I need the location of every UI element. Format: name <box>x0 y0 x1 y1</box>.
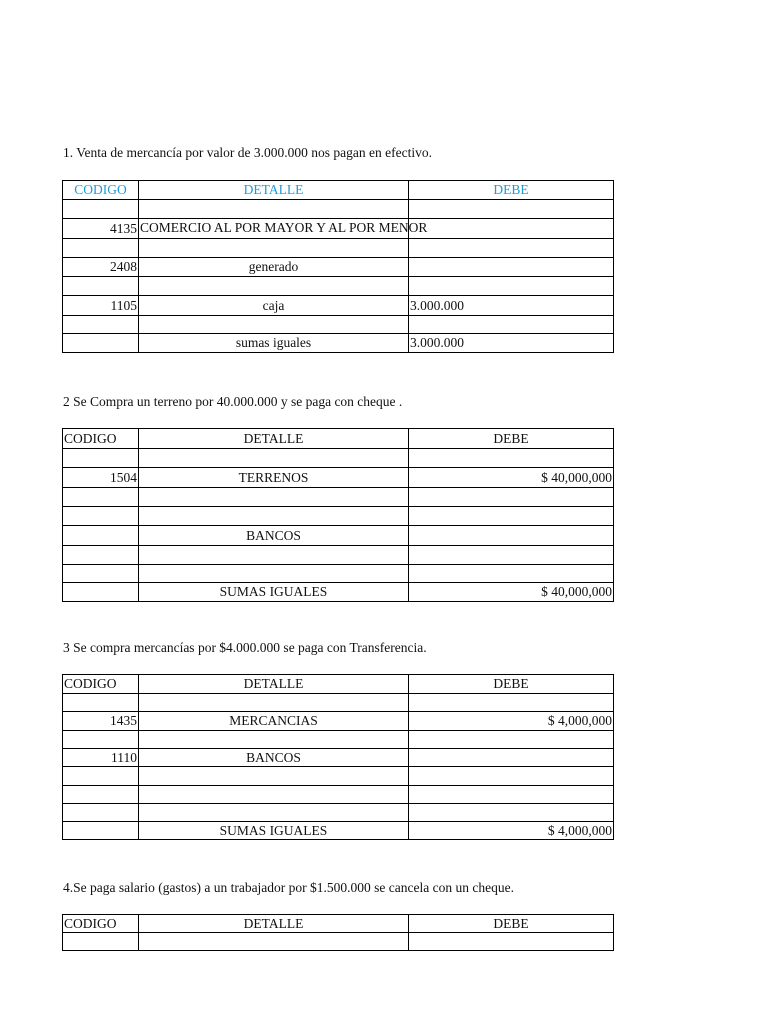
header-detalle: DETALLE <box>139 915 409 933</box>
codigo-cell <box>63 526 139 546</box>
entry-3-table <box>62 674 614 840</box>
debe-cell <box>409 526 614 546</box>
table-header-row <box>63 915 614 933</box>
debe-cell <box>409 239 614 258</box>
entry-4-table <box>62 914 614 951</box>
debe-cell: $ 40,000,000 <box>409 468 614 488</box>
header-debe: DEBE <box>409 675 614 694</box>
detalle-cell <box>139 277 409 296</box>
detalle-cell <box>139 200 409 219</box>
debe-cell <box>409 767 614 786</box>
table-row <box>63 239 614 258</box>
debe-cell <box>409 694 614 712</box>
codigo-cell <box>63 933 139 951</box>
debe-cell <box>409 786 614 804</box>
table-row <box>63 749 614 767</box>
header-detalle: DETALLE <box>139 429 409 449</box>
table-header-row <box>63 675 614 694</box>
table-row <box>63 804 614 822</box>
codigo-cell <box>63 822 139 840</box>
debe-cell <box>409 277 614 296</box>
detalle-cell <box>139 694 409 712</box>
detalle-cell <box>139 239 409 258</box>
header-codigo: CODIGO <box>63 915 139 933</box>
detalle-cell <box>139 731 409 749</box>
codigo-cell <box>63 200 139 219</box>
detalle-cell: MERCANCIAS <box>139 712 409 731</box>
detalle-cell: caja <box>139 296 409 316</box>
table-row <box>63 731 614 749</box>
header-debe: DEBE <box>409 429 614 449</box>
detalle-cell: TERRENOS <box>139 468 409 488</box>
detalle-text: COMERCIO AL POR MAYOR Y AL POR MENOR <box>140 220 428 235</box>
codigo-cell <box>63 488 139 507</box>
table-row <box>63 296 614 316</box>
detalle-cell: SUMAS IGUALES <box>139 822 409 840</box>
debe-cell <box>409 200 614 219</box>
debe-cell: $ 4,000,000 <box>409 712 614 731</box>
codigo-cell <box>63 583 139 602</box>
table-row <box>63 786 614 804</box>
entry-1-table <box>62 180 614 353</box>
codigo-cell: 1105 <box>63 296 139 316</box>
codigo-cell <box>63 565 139 583</box>
table-row <box>63 468 614 488</box>
debe-cell: $ 4,000,000 <box>409 822 614 840</box>
detalle-cell <box>139 316 409 334</box>
header-codigo: CODIGO <box>63 429 139 449</box>
table-row <box>63 219 614 239</box>
detalle-cell: generado <box>139 258 409 277</box>
debe-cell: 3.000.000 <box>409 334 614 353</box>
header-debe: DEBE <box>409 915 614 933</box>
table-row <box>63 767 614 786</box>
detalle-cell <box>139 219 428 239</box>
debe-cell <box>409 507 614 526</box>
detalle-cell: sumas iguales <box>139 334 409 353</box>
codigo-cell <box>63 277 139 296</box>
codigo-cell: 4135 <box>63 219 139 239</box>
codigo-cell: 1435 <box>63 712 139 731</box>
debe-cell: $ 40,000,000 <box>409 583 614 602</box>
debe-cell <box>409 258 614 277</box>
table-row <box>63 449 614 468</box>
table-row <box>63 694 614 712</box>
entry-1-caption: 1. Venta de mercancía por valor de 3.000.000 nos pagan en efectivo. <box>63 145 432 160</box>
detalle-cell <box>139 565 409 583</box>
table-row <box>63 277 614 296</box>
table-row <box>63 507 614 526</box>
codigo-cell: 1110 <box>63 749 139 767</box>
table-row <box>63 258 614 277</box>
detalle-cell: BANCOS <box>139 749 409 767</box>
debe-cell <box>409 731 614 749</box>
detalle-cell <box>139 507 409 526</box>
header-detalle: DETALLE <box>139 675 409 694</box>
detalle-cell: BANCOS <box>139 526 409 546</box>
debe-cell <box>409 449 614 468</box>
codigo-cell <box>63 316 139 334</box>
table-row <box>63 316 614 334</box>
header-debe: DEBE <box>409 181 614 200</box>
header-codigo: CODIGO <box>63 181 139 200</box>
detalle-cell <box>139 546 409 565</box>
debe-cell <box>409 546 614 565</box>
entry-2-caption: 2 Se Compra un terreno por 40.000.000 y se paga con cheque . <box>63 394 403 409</box>
table-row <box>63 334 614 353</box>
debe-cell: 3.000.000 <box>409 296 614 316</box>
detalle-cell: SUMAS IGUALES <box>139 583 409 602</box>
table-row <box>63 565 614 583</box>
header-codigo: CODIGO <box>63 675 139 694</box>
codigo-cell <box>63 731 139 749</box>
codigo-cell <box>63 694 139 712</box>
table-row <box>63 200 614 219</box>
entry-3-caption: 3 Se compra mercancías por $4.000.000 se paga con Transferencia. <box>63 640 427 655</box>
codigo-cell <box>63 767 139 786</box>
detalle-cell <box>139 488 409 507</box>
table-row <box>63 526 614 546</box>
debe-cell <box>409 488 614 507</box>
debe-cell <box>409 933 614 951</box>
codigo-cell: 2408 <box>63 258 139 277</box>
codigo-cell <box>63 786 139 804</box>
debe-cell <box>409 219 614 239</box>
detalle-cell <box>139 933 409 951</box>
codigo-cell: 1504 <box>63 468 139 488</box>
codigo-cell <box>63 334 139 353</box>
table-row <box>63 712 614 731</box>
table-row <box>63 822 614 840</box>
entry-4-caption: 4.Se paga salario (gastos) a un trabajador por $1.500.000 se cancela con un cheque. <box>63 880 514 895</box>
codigo-cell <box>63 239 139 258</box>
debe-cell <box>409 804 614 822</box>
codigo-cell <box>63 804 139 822</box>
debe-cell <box>409 749 614 767</box>
detalle-cell <box>139 449 409 468</box>
table-row <box>63 933 614 951</box>
debe-cell <box>409 565 614 583</box>
table-header-row <box>63 181 614 200</box>
table-row <box>63 546 614 565</box>
detalle-cell <box>139 804 409 822</box>
table-row <box>63 583 614 602</box>
table-row <box>63 488 614 507</box>
header-detalle: DETALLE <box>139 181 409 200</box>
codigo-cell <box>63 507 139 526</box>
debe-cell <box>409 316 614 334</box>
entry-2-table <box>62 428 614 602</box>
codigo-cell <box>63 546 139 565</box>
detalle-cell <box>139 786 409 804</box>
table-header-row <box>63 429 614 449</box>
detalle-cell <box>139 767 409 786</box>
codigo-cell <box>63 449 139 468</box>
